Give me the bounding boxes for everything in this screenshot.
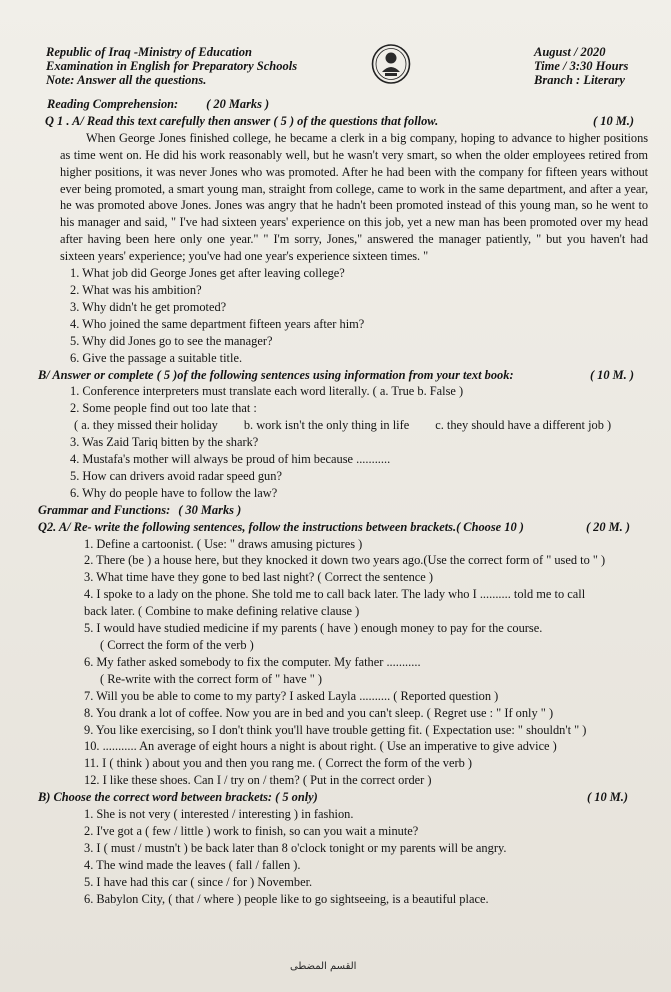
q1b-question: 1. Conference interpreters must translate each word literally. ( a. True b. False ) [70,384,464,399]
q1b-question: 2. Some people find out too late that : [70,401,257,416]
option-a: ( a. they missed their holiday [74,418,218,433]
q2a-item: 2. There (be ) a house here, but they knocked it down two years ago.(Use the correct form of " used to " ) [84,553,606,568]
q1a-question: 5. Why did Jones go to see the manager? [70,333,273,348]
option-b: b. work isn't the only thing in life [243,418,410,433]
q2a-item: 11. I ( think ) about you and then you rang me. ( Correct the form of the verb ) [84,756,473,771]
note-line: Note: Answer all the questions. [46,73,207,87]
ministry-line: Republic of Iraq -Ministry of Education [46,45,252,59]
q2b-item: 2. I've got a ( few / little ) work to finish, so can you wait a minute? [84,823,419,838]
q2a-item: 1. Define a cartoonist. ( Use: " draws amusing pictures ) [84,536,363,551]
q2a-item-cont: ( Re-write with the correct form of " have " ) [100,671,323,686]
q2a-item: 9. You like exercising, so I don't think you'll have trouble getting fit. ( Expectation use: " shouldn't " ) [84,722,587,737]
option-c: c. they should have a different job ) [435,418,612,433]
reading-passage: When George Jones finished college, he became a clerk in a big company, hoping to advance to higher positions as time went on. He did his work reasonably well, but he wasn't very smart, so when the older employees retired from higher positions, it was never Jones who was promoted. After he had been with the company for fifteen years without ever being promoted, a smart young man, straight from college, came to work in the same department, and after a year, he was promoted above Jones. Jones was angry that he hadn't been promoted instead of this young man, so he went to his manager and said, " I've had sixteen years' experience on this job, yet a new man has been promoted over my head after having been here only one year." " I'm sorry, Jones," answered the manager patiently, " but you haven't had sixteen years' experience; you've had one year's experience sixteen times. " [60,130,648,264]
q2a-item: 10. ........... An average of eight hours a night is about right. ( Use an imperative to give advice ) [84,739,557,754]
q1a-question: 6. Give the passage a suitable title. [70,350,243,365]
q1a-marks: ( 10 M.) [593,113,634,128]
page-footer: القسم المضطى [290,961,357,972]
grammar-section-title: Grammar and Functions: ( 30 Marks ) [38,502,242,517]
exam-content [38,96,650,908]
q1b-heading: B/ Answer or complete ( 5 )of the following sentences using information from your text book: ( 10 M. ) [38,367,634,382]
q2b-marks: ( 10 M.) [587,790,628,805]
q1a-question: 1. What job did George Jones get after leaving college? [70,266,345,281]
q1b-options [74,417,650,434]
q1a-heading: Q 1 . A/ Read this text carefully then answer ( 5 ) of the questions that follow. ( 10 M.) [45,113,634,128]
q1b-question: 6. Why do people have to follow the law? [70,485,278,500]
exam-line: Examination in English for Preparatory Schools [46,59,298,73]
q2a-item: 6. My father asked somebody to fix the computer. My father ........... [84,654,421,669]
exam-date: August / 2020 [534,45,606,59]
q2a-item: 7. Will you be able to come to my party? I asked Layla .......... ( Reported question ) [84,688,499,703]
q2b-item: 4. The wind made the leaves ( fall / fallen ). [84,857,301,872]
q2b-item: 6. Babylon City, ( that / where ) people like to go sightseeing, is a beautiful place. [84,891,489,906]
reading-section-title: Reading Comprehension: ( 20 Marks ) [47,97,270,111]
q2a-heading: Q2. A/ Re- write the following sentences, follow the instructions between brackets.( Choose 10 ) ( 20 M. ) [38,519,630,534]
header-left [46,45,297,87]
q1b-question: 4. Mustafa's mother will always be proud of him because ........... [70,452,391,467]
header-right [534,45,628,87]
q2b-item: 5. I have had this car ( since / for ) November. [84,874,313,889]
q2a-item: 4. I spoke to a lady on the phone. She told me to call back later. The lady who I .......... told me to call [84,587,586,602]
q2a-item: 3. What time have they gone to bed last night? ( Correct the sentence ) [84,570,434,585]
q1a-question: 4. Who joined the same department fifteen years after him? [70,316,365,331]
q2a-item: 12. I like these shoes. Can I / try on / them? ( Put in the correct order ) [84,773,432,788]
q2a-item-cont: ( Correct the form of the verb ) [100,638,254,652]
q2b-item: 1. She is not very ( interested / interesting ) in fashion. [84,807,354,822]
exam-branch: Branch : Literary [534,73,625,87]
ministry-seal-icon [371,44,411,84]
q1a-question: 2. What was his ambition? [70,282,202,297]
q1b-marks: ( 10 M. ) [589,367,634,382]
q2b-item: 3. I ( must / mustn't ) be back later than 8 o'clock tonight or my parents will be angry. [84,840,507,855]
q1a-question: 3. Why didn't he get promoted? [70,299,227,314]
exam-time: Time / 3:30 Hours [534,59,629,73]
q1b-question: 3. Was Zaid Tariq bitten by the shark? [70,435,259,450]
q2a-item: 8. You drank a lot of coffee. Now you are in bed and you can't sleep. ( Regret use : " If only " ) [84,705,554,720]
q2a-marks: ( 20 M. ) [585,519,630,534]
q2a-item: 5. I would have studied medicine if my parents ( have ) enough money to pay for the course. [84,621,543,636]
q1b-question: 5. How can drivers avoid radar speed gun? [70,468,282,483]
q2b-heading: B) Choose the correct word between brackets: ( 5 only) ( 10 M.) [38,790,628,805]
q2a-item-cont: back later. ( Combine to make defining relative clause ) [84,604,360,619]
